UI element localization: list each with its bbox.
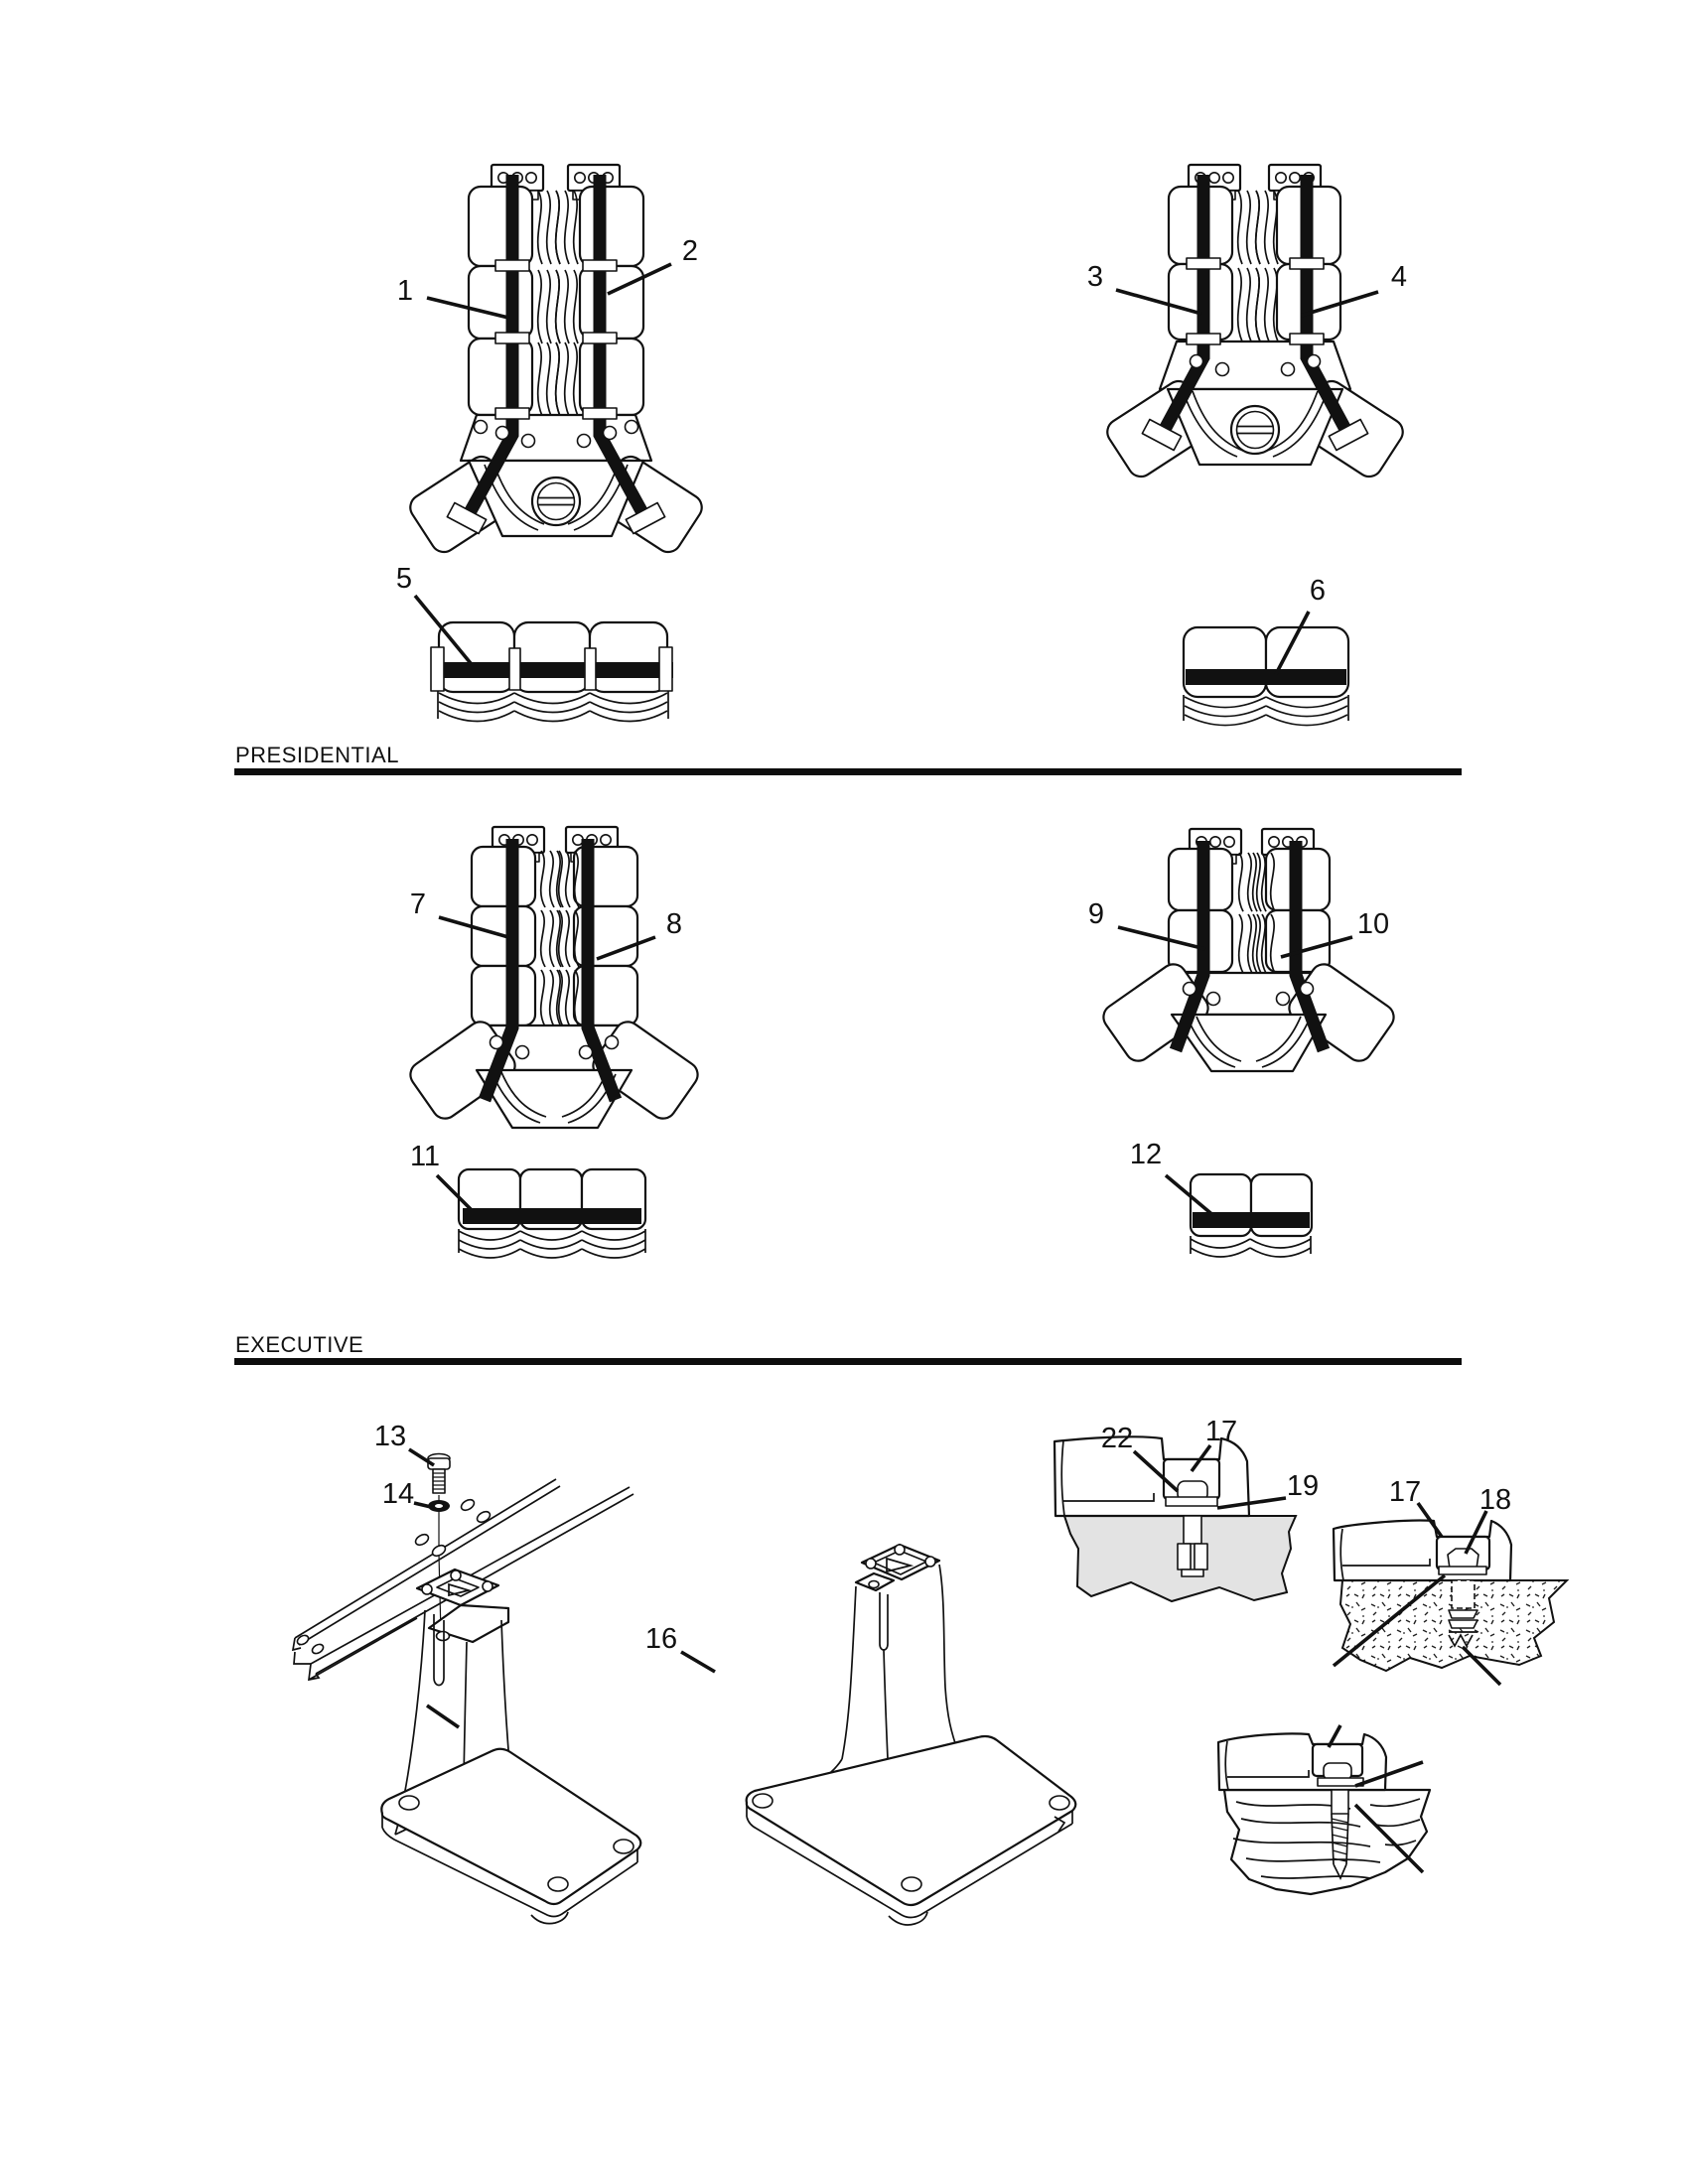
callout-7: 7: [409, 888, 427, 920]
row-strap: [1186, 669, 1346, 685]
tall-pedestal: [381, 1570, 640, 1924]
presidential-2seat-top-view: [1102, 165, 1407, 481]
callout-13: 13: [373, 1421, 407, 1452]
leader-unnumbered: [427, 1706, 459, 1727]
callout-8: 8: [665, 908, 683, 940]
callout-11: 11: [409, 1141, 441, 1172]
executive-section: [234, 827, 1462, 1365]
section-divider: [234, 1358, 1462, 1365]
callout-1: 1: [396, 275, 414, 307]
executive-3seat-top-view: [405, 827, 702, 1128]
cup-recess: [532, 478, 580, 525]
presidential-3seat-front-view: [431, 622, 673, 722]
callout-4: 4: [1390, 261, 1408, 293]
concrete-anchor-detail: [1334, 1476, 1567, 1685]
executive-2seat-front-view: [1191, 1174, 1312, 1257]
callout-19: 19: [1286, 1470, 1320, 1502]
callout-17b: 17: [1388, 1476, 1422, 1508]
presidential-2seat-front-view: [1184, 627, 1348, 726]
callout-3: 3: [1086, 261, 1104, 293]
mounting-section: [293, 1416, 1567, 1925]
callout-10: 10: [1356, 908, 1390, 940]
callout-9: 9: [1087, 898, 1105, 930]
section-label-presidential: PRESIDENTIAL: [235, 743, 399, 767]
callout-22: 22: [1100, 1423, 1134, 1454]
presidential-3seat-top-view: [405, 165, 706, 557]
callout-14: 14: [381, 1478, 415, 1510]
executive-2seat-top-view: [1098, 829, 1398, 1071]
row-strap: [463, 1208, 641, 1224]
assembly-axis-line: [439, 1495, 441, 1634]
wood-screw-detail: [1218, 1725, 1430, 1894]
section-divider: [234, 768, 1462, 775]
callout-12: 12: [1129, 1139, 1163, 1170]
mounting-bolt: [428, 1454, 450, 1494]
cup-recess: [1231, 406, 1279, 454]
executive-3seat-front-view: [459, 1169, 645, 1258]
short-pedestal: [747, 1545, 1076, 1925]
callout-16: 16: [644, 1623, 678, 1655]
washer: [428, 1500, 450, 1512]
callout-6: 6: [1309, 575, 1327, 607]
callout-5: 5: [395, 563, 413, 595]
callout-17: 17: [1204, 1416, 1238, 1447]
callout-2: 2: [681, 235, 699, 267]
presidential-section: [234, 165, 1462, 775]
callout-18: 18: [1478, 1484, 1512, 1516]
floor-mount-detail: [1055, 1416, 1319, 1601]
section-label-executive: EXECUTIVE: [235, 1332, 364, 1357]
